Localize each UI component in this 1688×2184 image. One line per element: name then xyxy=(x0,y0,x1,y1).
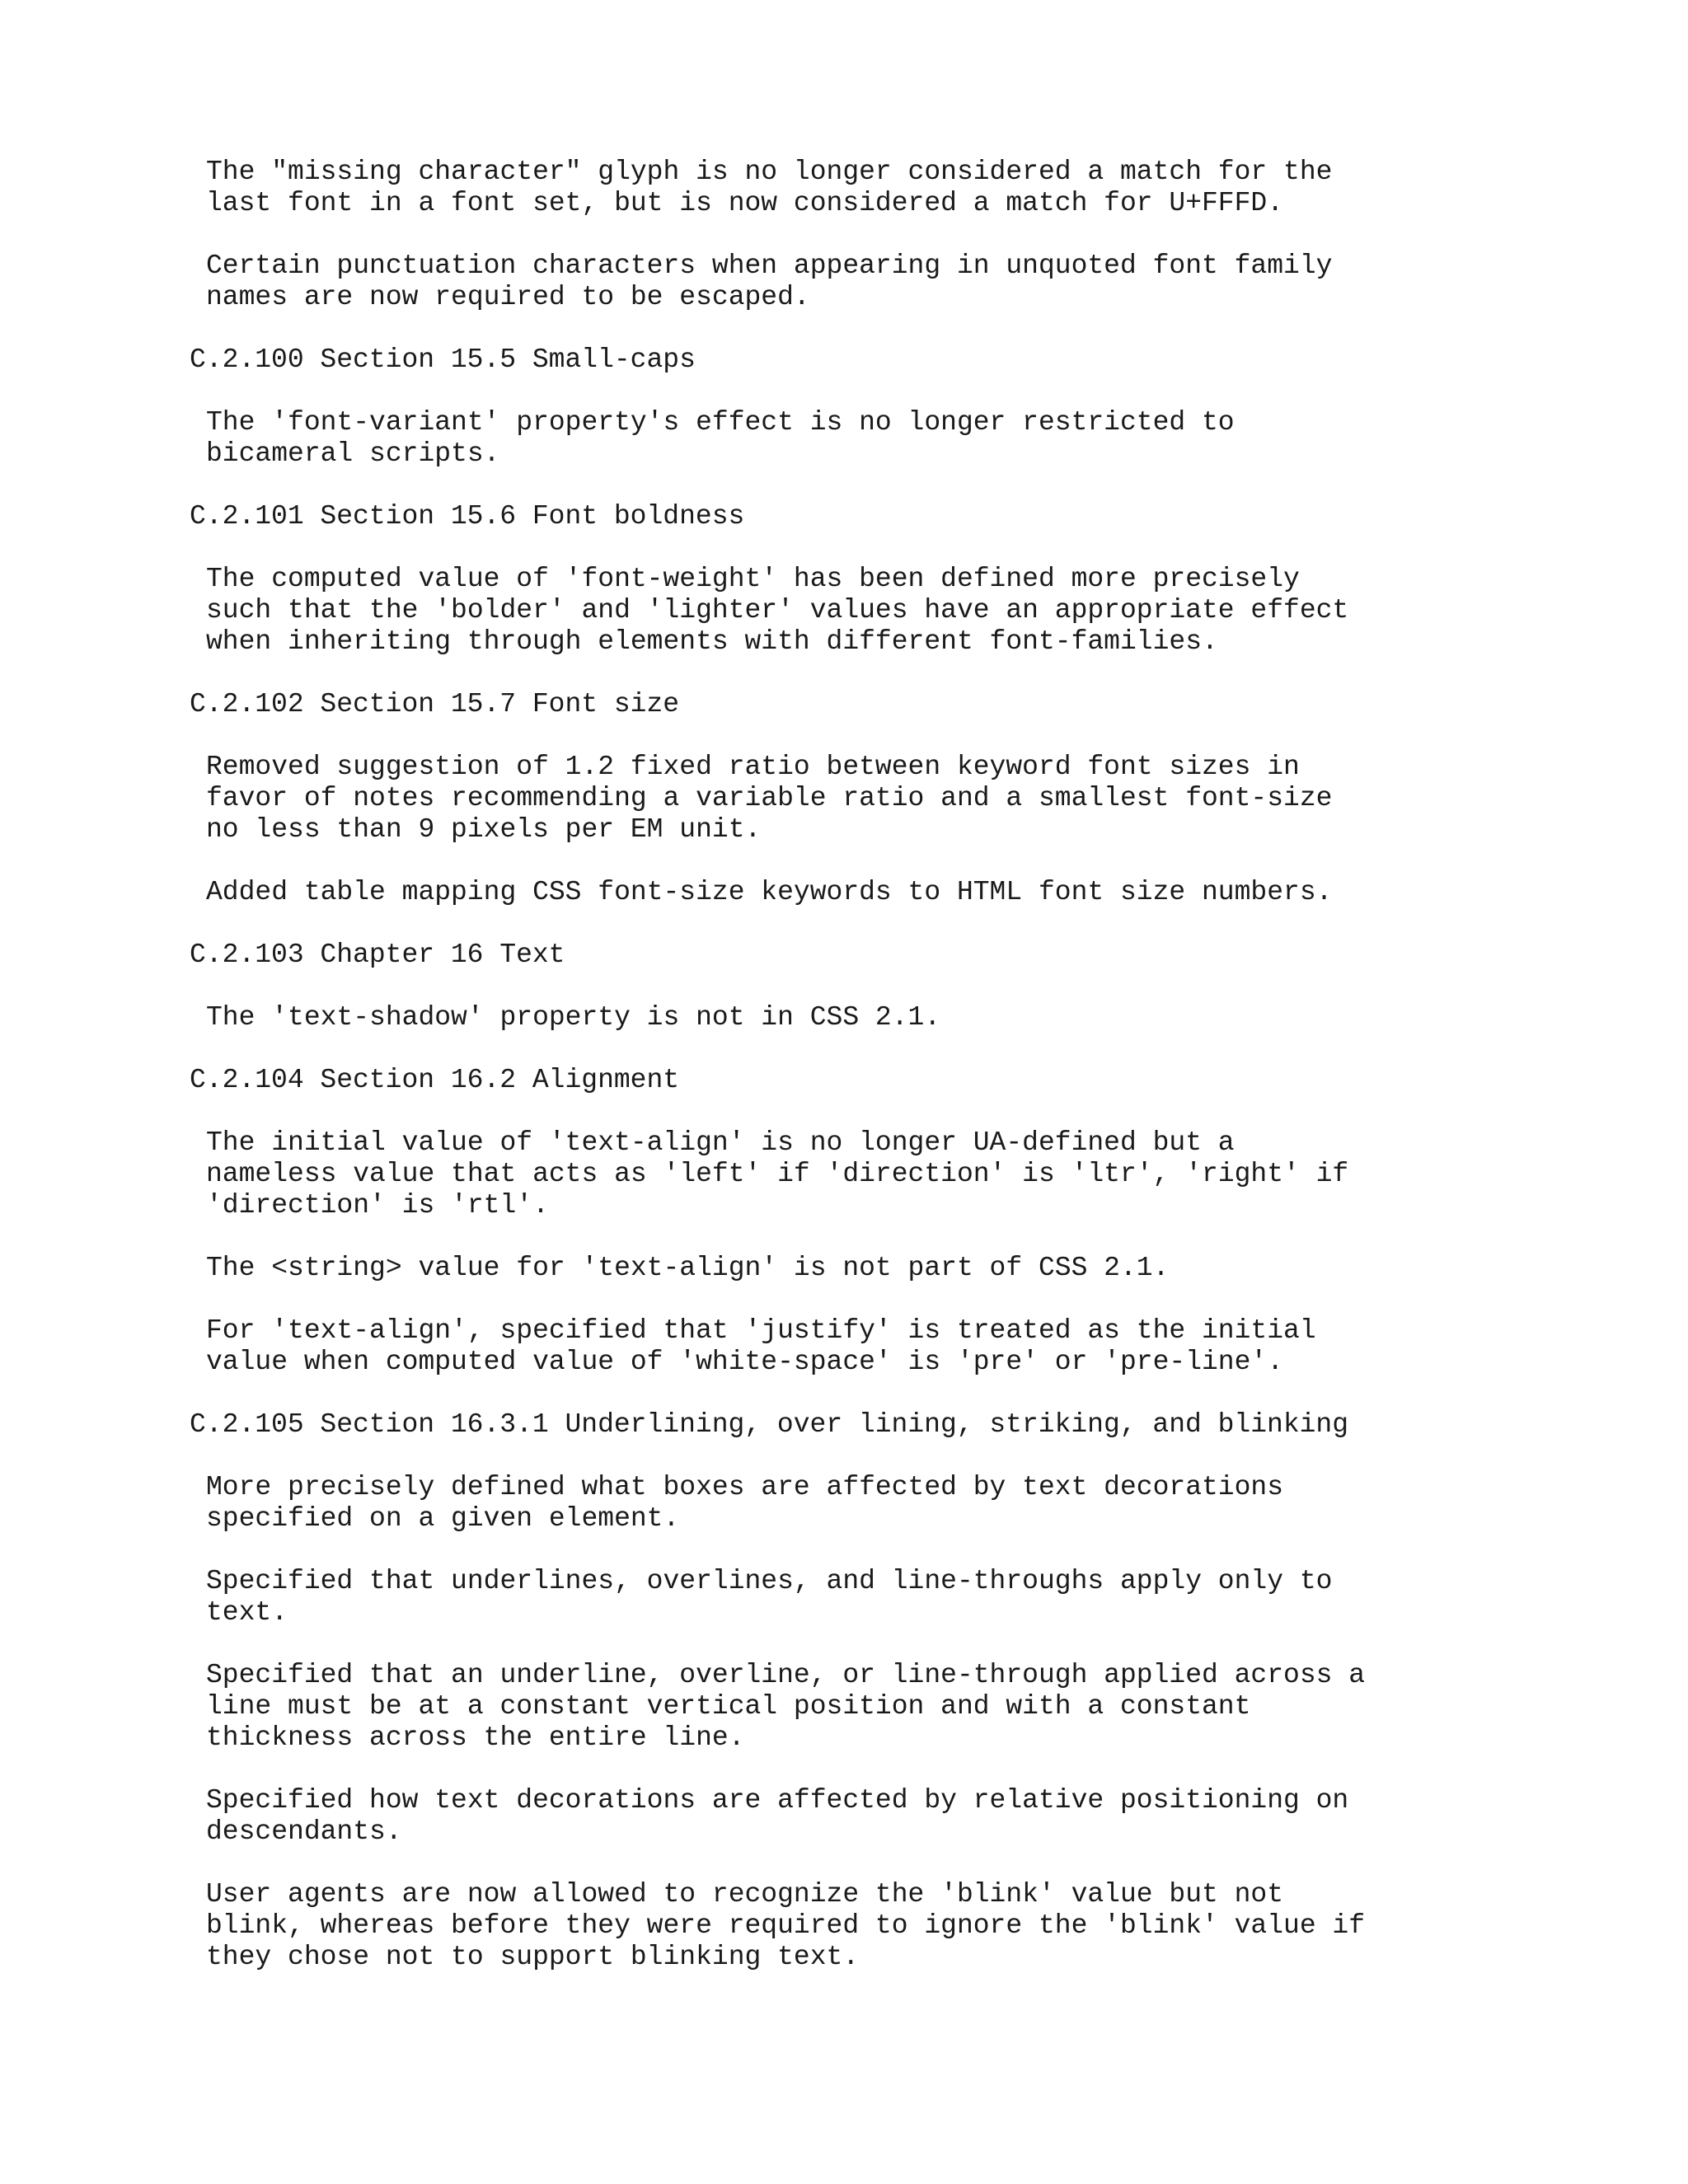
paragraph-line: favor of notes recommending a variable ratio and a smallest font-size xyxy=(206,783,1333,813)
paragraph-line: descendants. xyxy=(206,1816,402,1847)
paragraph-line: names are now required to be escaped. xyxy=(206,282,810,312)
paragraph-line: value when computed value of 'white-space' is 'pre' or 'pre-line'. xyxy=(206,1347,1284,1377)
paragraph-line: such that the 'bolder' and 'lighter' values have an appropriate effect xyxy=(206,595,1349,626)
paragraph-line: User agents are now allowed to recognize the 'blink' value but not xyxy=(206,1879,1284,1910)
section-heading: C.2.104 Section 16.2 Alignment xyxy=(190,1065,680,1095)
paragraph xyxy=(190,407,1657,470)
paragraph-line: Specified that underlines, overlines, and line-throughs apply only to xyxy=(206,1566,1333,1596)
paragraph-line: The 'text-shadow' property is not in CSS 2.1. xyxy=(206,1002,941,1033)
paragraph-line: The 'font-variant' property's effect is no longer restricted to xyxy=(206,407,1235,438)
paragraph-line: nameless value that acts as 'left' if 'direction' is 'ltr', 'right' if xyxy=(206,1159,1349,1189)
section-heading: C.2.100 Section 15.5 Small-caps xyxy=(190,344,696,375)
paragraph-line: specified on a given element. xyxy=(206,1503,680,1534)
paragraph-line: The computed value of 'font-weight' has been defined more precisely xyxy=(206,564,1300,594)
paragraph xyxy=(190,1315,1657,1378)
paragraph xyxy=(190,1472,1657,1535)
section-heading: C.2.102 Section 15.7 Font size xyxy=(190,689,680,719)
paragraph xyxy=(190,564,1657,658)
paragraph xyxy=(190,1566,1657,1629)
paragraph-line: The "missing character" glyph is no longer considered a match for the xyxy=(206,157,1333,187)
paragraph-line: Specified how text decorations are affected by relative positioning on xyxy=(206,1785,1349,1816)
paragraph-line: bicameral scripts. xyxy=(206,438,500,469)
paragraph xyxy=(190,752,1657,846)
paragraph-line: The <string> value for 'text-align' is not part of CSS 2.1. xyxy=(206,1253,1170,1283)
section-heading: C.2.101 Section 15.6 Font boldness xyxy=(190,501,745,532)
paragraph-line: thickness across the entire line. xyxy=(206,1722,745,1753)
paragraph-line: Removed suggestion of 1.2 fixed ratio between keyword font sizes in xyxy=(206,752,1300,782)
paragraph-line: 'direction' is 'rtl'. xyxy=(206,1190,549,1221)
paragraph-line: More precisely defined what boxes are affected by text decorations xyxy=(206,1472,1284,1502)
paragraph xyxy=(190,1785,1657,1848)
paragraph-line: they chose not to support blinking text. xyxy=(206,1942,860,1972)
paragraph xyxy=(190,1002,1657,1033)
paragraph-line: blink, whereas before they were required to ignore the 'blink' value if xyxy=(206,1910,1366,1941)
paragraph-line: For 'text-align', specified that 'justify' is treated as the initial xyxy=(206,1315,1316,1346)
paragraph xyxy=(190,1127,1657,1221)
paragraph-line: Added table mapping CSS font-size keywords to HTML font size numbers. xyxy=(206,877,1333,907)
paragraph-line: when inheriting through elements with different font-families. xyxy=(206,626,1218,657)
paragraph-line: no less than 9 pixels per EM unit. xyxy=(206,814,762,845)
paragraph xyxy=(190,157,1657,219)
document-body xyxy=(190,157,1657,2004)
paragraph xyxy=(190,251,1657,313)
paragraph xyxy=(190,877,1657,908)
paragraph-line: line must be at a constant vertical position and with a constant xyxy=(206,1691,1251,1722)
paragraph xyxy=(190,1253,1657,1284)
paragraph-line: Certain punctuation characters when appearing in unquoted font family xyxy=(206,251,1333,281)
paragraph-line: Specified that an underline, overline, or line-through applied across a xyxy=(206,1660,1366,1690)
paragraph-line: text. xyxy=(206,1597,288,1628)
section-heading: C.2.103 Chapter 16 Text xyxy=(190,940,565,970)
section-heading: C.2.105 Section 16.3.1 Underlining, over lining, striking, and blinking xyxy=(190,1409,1349,1440)
paragraph-line: last font in a font set, but is now considered a match for U+FFFD. xyxy=(206,188,1284,218)
paragraph xyxy=(190,1660,1657,1754)
paragraph-line: The initial value of 'text-align' is no longer UA-defined but a xyxy=(206,1127,1235,1158)
paragraph xyxy=(190,1879,1657,1973)
